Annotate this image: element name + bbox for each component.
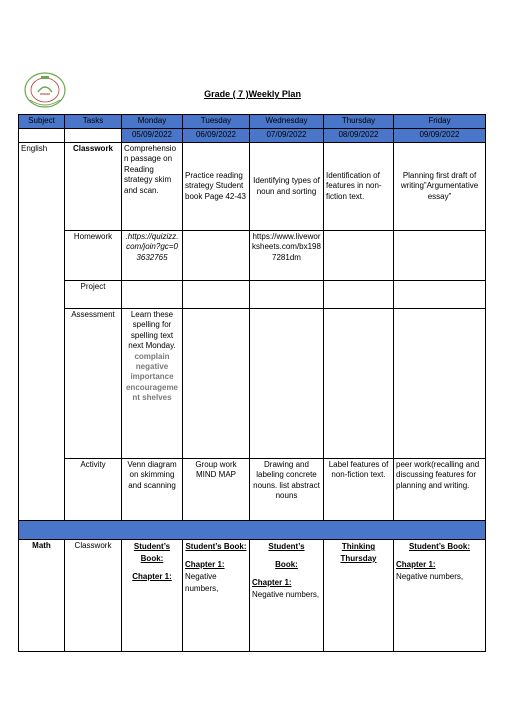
math-book-label-2: Book:	[275, 560, 298, 569]
weekly-plan-table	[18, 114, 486, 652]
friday-date: 09/09/2022	[394, 129, 486, 143]
empty-cell	[122, 281, 183, 309]
english-project-row	[19, 281, 486, 309]
math-classwork-label: Classwork	[65, 540, 122, 652]
math-topic: Negative numbers,	[396, 572, 464, 581]
activity-label: Activity	[65, 459, 122, 521]
english-classwork-thursday: Identification of features in non-fiction text.	[324, 143, 394, 231]
math-book-label: Student’s Book:	[133, 542, 171, 563]
spelling-words: complain negative importance encouragement shelves	[125, 351, 179, 403]
math-book-label: Student’s Book:	[185, 542, 247, 551]
english-activity-tuesday: Group work MIND MAP	[183, 459, 250, 521]
empty-cell	[324, 309, 394, 459]
empty-cell	[394, 281, 486, 309]
english-activity-wednesday: Drawing and labeling concrete nouns. list abstract nouns	[250, 459, 324, 521]
english-classwork-tuesday: Practice reading strategy Student book Page 42-43	[183, 143, 250, 231]
date-blank	[19, 129, 65, 143]
subject-header: Subject	[19, 115, 65, 129]
math-classwork-wednesday	[250, 540, 324, 652]
homework-label: Homework	[65, 231, 122, 281]
empty-cell	[183, 281, 250, 309]
math-book-label: Student’s Book:	[408, 542, 471, 551]
page-title: Grade ( 7 )Weekly Plan	[204, 89, 301, 99]
math-chapter-label: Chapter 1:	[185, 560, 225, 569]
wednesday-header: Wednesday	[250, 115, 324, 129]
assessment-label: Assessment	[65, 309, 122, 459]
english-classwork-monday: Comprehension passage on Reading strategy skim and scan.	[122, 143, 183, 231]
empty-cell	[324, 281, 394, 309]
english-homework-row	[19, 231, 486, 281]
english-assessment-monday	[122, 309, 183, 459]
empty-cell	[250, 281, 324, 309]
math-subject: Math	[19, 540, 65, 652]
english-assessment-row	[19, 309, 486, 459]
english-homework-thursday	[324, 231, 394, 281]
english-activity-row	[19, 459, 486, 521]
monday-date: 05/09/2022	[122, 129, 183, 143]
english-activity-monday: Venn diagram on skimming and scanning	[122, 459, 183, 521]
math-topic: Negative numbers,	[252, 590, 320, 599]
math-chapter-label: Chapter 1:	[396, 560, 436, 569]
english-classwork-friday: Planning first draft of writing”Argumentative essay”	[394, 143, 486, 231]
project-label: Project	[65, 281, 122, 309]
english-subject: English	[19, 143, 65, 521]
empty-cell	[250, 309, 324, 459]
english-activity-thursday: Label features of non-fiction text.	[324, 459, 394, 521]
header-row	[19, 115, 486, 129]
english-activity-friday: peer work(recalling and discussing features for planning and writing.	[394, 459, 486, 521]
math-classwork-row	[19, 540, 486, 652]
thursday-date: 08/09/2022	[324, 129, 394, 143]
math-chapter-line	[185, 559, 247, 571]
date-blank	[65, 129, 122, 143]
math-chapter-label: Chapter 1:	[132, 572, 172, 581]
math-chapter-label: Chapter 1:	[252, 578, 292, 587]
math-topic: Negative numbers,	[185, 572, 219, 593]
math-classwork-thursday	[324, 540, 394, 652]
date-row	[19, 129, 486, 143]
tuesday-header: Tuesday	[183, 115, 250, 129]
math-book-label: Student’s	[268, 542, 305, 551]
math-classwork-tuesday	[183, 540, 250, 652]
separator-cell	[19, 521, 486, 540]
classwork-label: Classwork	[65, 143, 122, 231]
english-homework-friday	[394, 231, 486, 281]
tasks-header: Tasks	[65, 115, 122, 129]
section-separator	[19, 521, 486, 540]
math-book-label: Thinking Thursday	[340, 542, 377, 563]
monday-header: Monday	[122, 115, 183, 129]
tuesday-date: 06/09/2022	[183, 129, 250, 143]
english-classwork-row	[19, 143, 486, 231]
english-homework-monday-link[interactable]: .https://quizizz.com/join?gc=03632765	[122, 231, 183, 281]
math-classwork-friday	[394, 540, 486, 652]
english-homework-tuesday	[183, 231, 250, 281]
assessment-instruction: Learn these spelling for spelling text next Monday.	[128, 310, 176, 351]
thursday-header: Thursday	[324, 115, 394, 129]
english-classwork-wednesday: Identifying types of noun and sorting	[250, 143, 324, 231]
empty-cell	[394, 309, 486, 459]
friday-header: Friday	[394, 115, 486, 129]
empty-cell	[183, 309, 250, 459]
math-classwork-monday	[122, 540, 183, 652]
wednesday-date: 07/09/2022	[250, 129, 324, 143]
english-homework-wednesday-link[interactable]: https://www.liveworksheets.com/bx1987281dm	[250, 231, 324, 281]
